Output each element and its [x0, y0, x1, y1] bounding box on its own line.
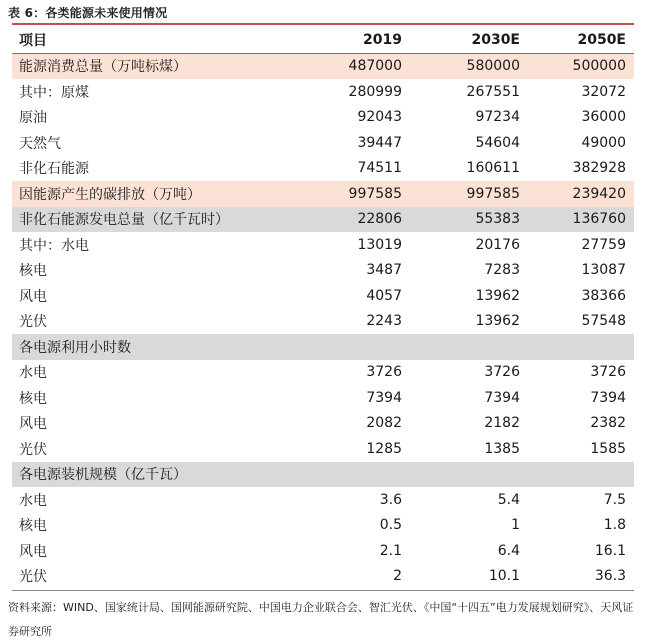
cell-2050e	[528, 462, 634, 488]
cell-2030e: 1	[511, 517, 520, 534]
cell-2019: 3726	[366, 364, 402, 381]
energy-table	[12, 27, 634, 589]
table-row	[12, 258, 634, 284]
row-label: 其中：原煤	[19, 84, 89, 101]
table-caption: 表 6：各类能源未来使用情况	[8, 6, 168, 20]
cell-2019: 22806	[292, 207, 410, 233]
cell-2030e: 7283	[484, 262, 520, 279]
row-label: 天然气	[19, 135, 61, 152]
table-row	[12, 105, 634, 131]
cell-2030e: 997585	[410, 181, 528, 207]
table-row	[12, 79, 634, 105]
cell-2030e: 6.4	[497, 542, 520, 559]
cell-2050e: 1.8	[603, 517, 626, 534]
table-row	[12, 334, 634, 360]
header-row	[12, 27, 634, 53]
cell-2050e: 2382	[590, 415, 626, 432]
table-row	[12, 181, 634, 207]
table-row	[12, 207, 634, 233]
cell-2019: 7394	[366, 389, 402, 406]
table-row	[12, 53, 634, 79]
table-row	[12, 513, 634, 539]
header-2030e: 2030E	[410, 27, 528, 53]
row-label: 水电	[19, 365, 47, 382]
cell-2030e	[410, 334, 528, 360]
row-label: 因能源产生的碳排放（万吨）	[12, 181, 292, 207]
cell-2050e: 1585	[590, 440, 626, 457]
table-row	[12, 436, 634, 462]
cell-2030e: 54604	[475, 134, 520, 151]
cell-2019: 280999	[348, 83, 402, 100]
table-row	[12, 538, 634, 564]
row-label: 核电	[19, 263, 47, 280]
row-label: 核电	[19, 518, 47, 535]
row-label: 光伏	[19, 569, 47, 586]
cell-2030e: 97234	[475, 109, 520, 126]
cell-2019: 92043	[357, 109, 402, 126]
cell-2019: 2243	[366, 313, 402, 330]
row-label: 风电	[19, 543, 47, 560]
cell-2050e: 27759	[581, 236, 626, 253]
table-row	[12, 462, 634, 488]
row-label: 光伏	[19, 314, 47, 331]
cell-2019: 997585	[292, 181, 410, 207]
cell-2019: 4057	[366, 287, 402, 304]
cell-2050e: 57548	[581, 313, 626, 330]
cell-2019	[292, 334, 410, 360]
cell-2030e: 3726	[484, 364, 520, 381]
table-row	[12, 411, 634, 437]
cell-2030e: 13962	[475, 287, 520, 304]
cell-2019: 2	[393, 568, 402, 585]
cell-2019: 2082	[366, 415, 402, 432]
cell-2050e: 38366	[581, 287, 626, 304]
row-label: 核电	[19, 390, 47, 407]
cell-2050e: 239420	[528, 181, 634, 207]
row-label: 风电	[19, 416, 47, 433]
cell-2050e: 13087	[581, 262, 626, 279]
cell-2050e: 3726	[590, 364, 626, 381]
row-label: 能源消费总量（万吨标煤）	[12, 53, 292, 79]
cell-2030e: 20176	[475, 236, 520, 253]
cell-2050e: 49000	[581, 134, 626, 151]
row-label: 原油	[19, 110, 47, 127]
cell-2030e: 1385	[484, 440, 520, 457]
row-label: 风电	[19, 288, 47, 305]
cell-2030e: 55383	[410, 207, 528, 233]
table-row	[12, 283, 634, 309]
row-label: 非化石能源	[19, 161, 89, 178]
row-label: 光伏	[19, 441, 47, 458]
cell-2019: 13019	[357, 236, 402, 253]
cell-2050e: 382928	[572, 160, 626, 177]
row-label: 水电	[19, 492, 47, 509]
cell-2050e: 32072	[581, 83, 626, 100]
row-label: 各电源利用小时数	[12, 334, 292, 360]
table-row	[12, 564, 634, 590]
table-row	[12, 156, 634, 182]
cell-2030e: 2182	[484, 415, 520, 432]
cell-2019: 3487	[366, 262, 402, 279]
cell-2019: 74511	[357, 160, 402, 177]
top-rule	[12, 23, 634, 25]
cell-2030e: 13962	[475, 313, 520, 330]
table-row	[12, 309, 634, 335]
cell-2019: 0.5	[379, 517, 402, 534]
cell-2030e: 10.1	[488, 568, 520, 585]
cell-2030e: 580000	[410, 53, 528, 79]
cell-2019	[292, 462, 410, 488]
cell-2050e: 7.5	[603, 491, 626, 508]
bottom-rule	[12, 590, 634, 591]
cell-2030e: 5.4	[497, 491, 520, 508]
cell-2030e: 267551	[466, 83, 520, 100]
cell-2050e: 36000	[581, 109, 626, 126]
row-label: 各电源装机规模（亿千瓦）	[12, 462, 292, 488]
header-2019: 2019	[292, 27, 410, 53]
row-label: 非化石能源发电总量（亿千瓦时）	[12, 207, 292, 233]
row-label: 其中：水电	[19, 237, 89, 254]
header-item: 项目	[12, 27, 292, 53]
table-row	[12, 232, 634, 258]
cell-2050e: 136760	[528, 207, 634, 233]
source-note: 资料来源：WIND、国家统计局、国网能源研究院、中国电力企业联合会、智汇光伏、《中国“十四五”电力发展规划研究》、天风证券研究所	[8, 601, 634, 638]
cell-2050e: 16.1	[594, 542, 626, 559]
header-2050e: 2050E	[528, 27, 634, 53]
table-row	[12, 385, 634, 411]
table-row	[12, 130, 634, 156]
cell-2050e: 36.3	[594, 568, 626, 585]
cell-2050e: 7394	[590, 389, 626, 406]
cell-2030e: 7394	[484, 389, 520, 406]
cell-2050e: 500000	[528, 53, 634, 79]
cell-2019: 2.1	[379, 542, 402, 559]
table-row	[12, 360, 634, 386]
cell-2030e	[410, 462, 528, 488]
table-row	[12, 487, 634, 513]
cell-2050e	[528, 334, 634, 360]
cell-2019: 1285	[366, 440, 402, 457]
cell-2030e: 160611	[466, 160, 520, 177]
cell-2019: 487000	[292, 53, 410, 79]
cell-2019: 3.6	[379, 491, 402, 508]
cell-2019: 39447	[357, 134, 402, 151]
